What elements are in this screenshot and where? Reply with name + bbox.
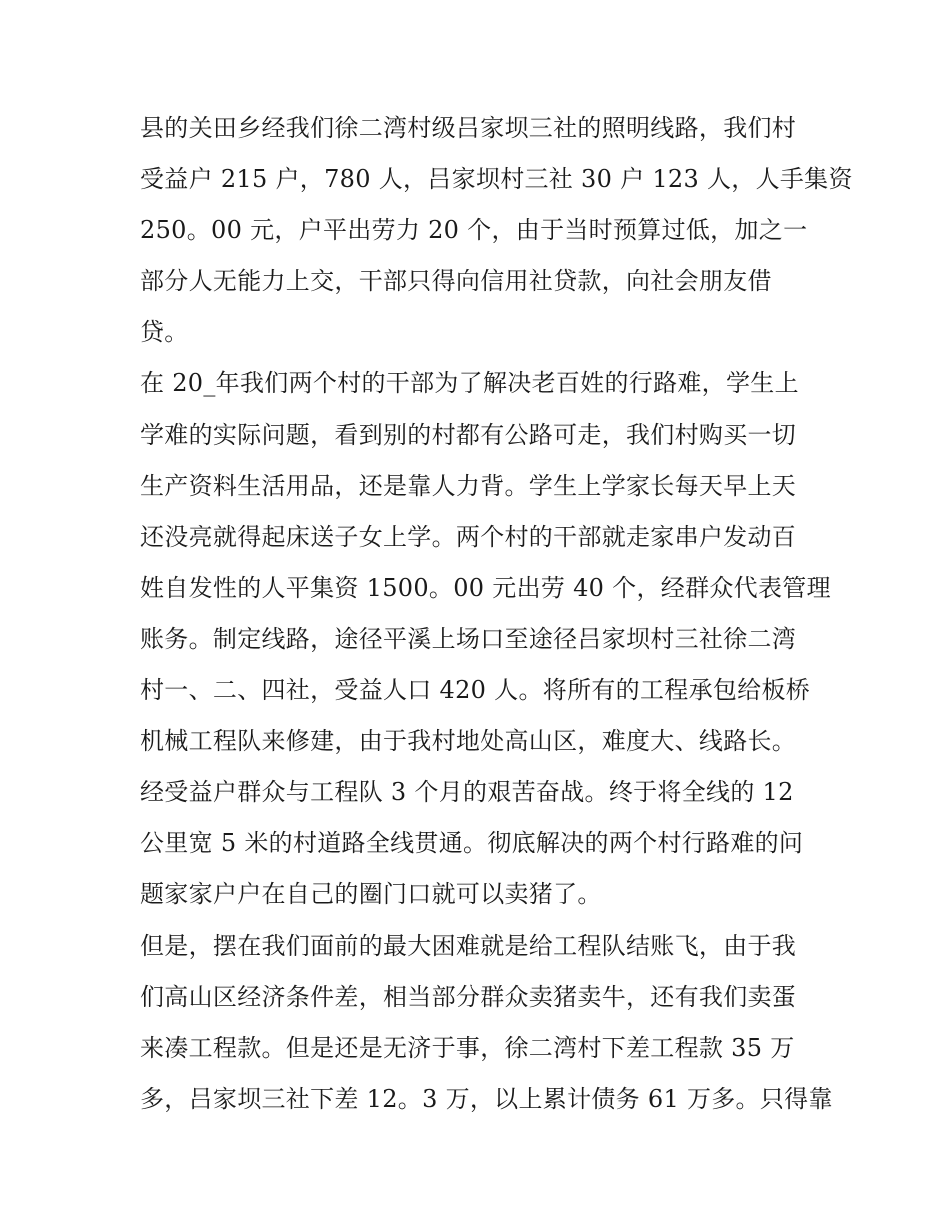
text-line: 题家家户户在自己的圈门口就可以卖猪了。 bbox=[140, 880, 602, 909]
text-line: 账务。制定线路，途径平溪上场口至途径吕家坝村三社徐二湾 bbox=[140, 624, 797, 653]
text-line: 部分人无能力上交，干部只得向信用社贷款，向社会朋友借 bbox=[140, 267, 772, 296]
text-line: 公里宽 5 米的村道路全线贯通。彻底解决的两个村行路难的问 bbox=[140, 829, 804, 858]
text-line: 来凑工程款。但是还是无济于事，徐二湾村下差工程款 35 万 bbox=[140, 1033, 795, 1062]
text-line: 250。00 元，户平出劳力 20 个，由于当时预算过低，加之一 bbox=[140, 216, 808, 245]
text-line: 姓自发性的人平集资 1500。00 元出劳 40 个，经群众代表管理 bbox=[140, 573, 831, 602]
text-line: 县的关田乡经我们徐二湾村级吕家坝三社的照明线路，我们村 bbox=[140, 114, 797, 142]
text-line: 村一、二、四社，受益人口 420 人。将所有的工程承包给板桥 bbox=[140, 676, 811, 705]
text-line: 机械工程队来修建，由于我村地处高山区，难度大、线路长。 bbox=[140, 727, 797, 756]
text-line: 学难的实际问题，看到别的村都有公路可走，我们村购买一切 bbox=[140, 420, 797, 449]
text-line: 贷。 bbox=[140, 318, 189, 347]
text-line: 在 20_年我们两个村的干部为了解决老百姓的行路难，学生上 bbox=[140, 369, 799, 398]
text-line: 还没亮就得起床送子女上学。两个村的干部就走家串户发动百 bbox=[140, 522, 797, 551]
document-body bbox=[140, 103, 853, 1125]
text-line: 生产资料生活用品，还是靠人力背。学生上学家长每天早上天 bbox=[140, 471, 797, 500]
text-line: 多，吕家坝三社下差 12。3 万，以上累计债务 61 万多。只得靠 bbox=[140, 1084, 833, 1113]
text-line: 经受益户群众与工程队 3 个月的艰苦奋战。终于将全线的 12 bbox=[140, 778, 794, 807]
text-line: 们高山区经济条件差，相当部分群众卖猪卖牛，还有我们卖蛋 bbox=[140, 982, 797, 1011]
text-line: 但是，摆在我们面前的最大困难就是给工程队结账飞，由于我 bbox=[140, 931, 797, 960]
text-line: 受益户 215 户，780 人，吕家坝村三社 30 户 123 人，人手集资 bbox=[140, 165, 853, 194]
